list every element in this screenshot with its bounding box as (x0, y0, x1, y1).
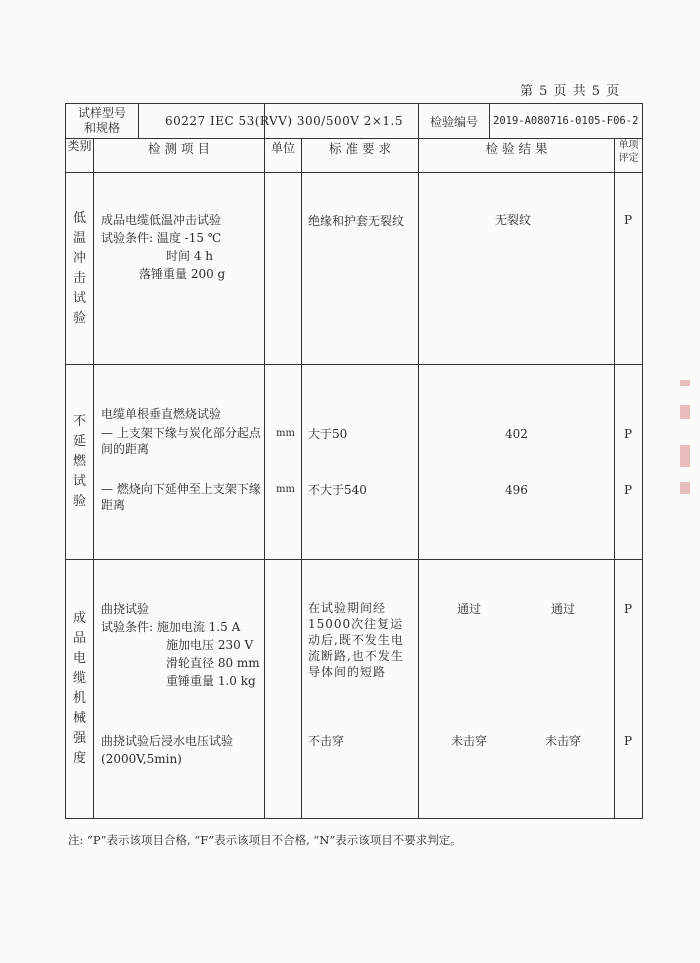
verdict-flame: P P (615, 365, 643, 560)
seal-mark (680, 405, 690, 419)
result-mechanical: 通过 通过 未击穿 未击穿 (419, 560, 615, 819)
spec-label: 试样型号 和规格 (66, 104, 139, 138)
seal-mark (680, 445, 690, 467)
col-verdict: 单项评定 (615, 139, 643, 173)
result-low-temp: 无裂纹 (419, 173, 615, 365)
standard-low-temp: 绝缘和护套无裂纹 (302, 173, 419, 365)
column-header-row (66, 139, 643, 173)
category-mechanical: 成 品 电 缆 机 械 强 度 (66, 560, 94, 819)
seal-mark (680, 380, 690, 386)
category-flame: 不 延 燃 试 验 (66, 365, 94, 560)
spec-value: 60227 IEC 53(RVV) 300/500V 2×1.5 (165, 114, 403, 128)
unit-flame: mm mm (265, 365, 302, 560)
verdict-mechanical: P P (615, 560, 643, 819)
category-low-temp: 低 温 冲 击 试 验 (66, 173, 94, 365)
result-flame: 402 496 (419, 365, 615, 560)
standard-mechanical: 在试验期间经15000次往复运动后,既不发生电流断路,也不发生导体间的短路 不击穿 (302, 560, 419, 819)
seal-mark (680, 482, 690, 494)
col-unit: 单位 (265, 139, 302, 173)
col-item: 检 测 项 目 (94, 139, 265, 173)
col-standard: 标 准 要 求 (302, 139, 419, 173)
footnote: 注: “P”表示该项目合格, “F”表示该项目不合格, “N”表示该项目不要求判定。 (68, 833, 462, 847)
item-flame: 电缆单根垂直燃烧试验 — 上支架下缘与炭化部分起点间的距离 — 燃烧向下延伸至上支架下缘距离 (94, 365, 265, 560)
section-flame-test (66, 365, 643, 560)
inspection-id-label: 检验编号 (419, 104, 490, 138)
col-category: 类别 (66, 139, 94, 173)
col-result: 检 验 结 果 (419, 139, 615, 173)
verdict-low-temp: P (615, 173, 643, 365)
page-number: 第 5 页 共 5 页 (520, 84, 621, 99)
test-report-table (65, 103, 643, 819)
item-low-temp: 成品电缆低温冲击试验 试验条件: 温度 -15 ℃ 时间 4 h 落锤重量 200 g (94, 173, 265, 365)
section-low-temp-impact (66, 173, 643, 365)
section-mechanical (66, 560, 643, 819)
inspection-id-value: 2019-A080716-0105-F06-2 (493, 114, 639, 127)
standard-flame: 大于50 不大于540 (302, 365, 419, 560)
item-mechanical: 曲挠试验 试验条件: 施加电流 1.5 A 施加电压 230 V 滑轮直径 80 mm 重锤重量 1.0 kg 曲挠试验后浸水电压试验 (2000V,5min) (94, 560, 265, 819)
